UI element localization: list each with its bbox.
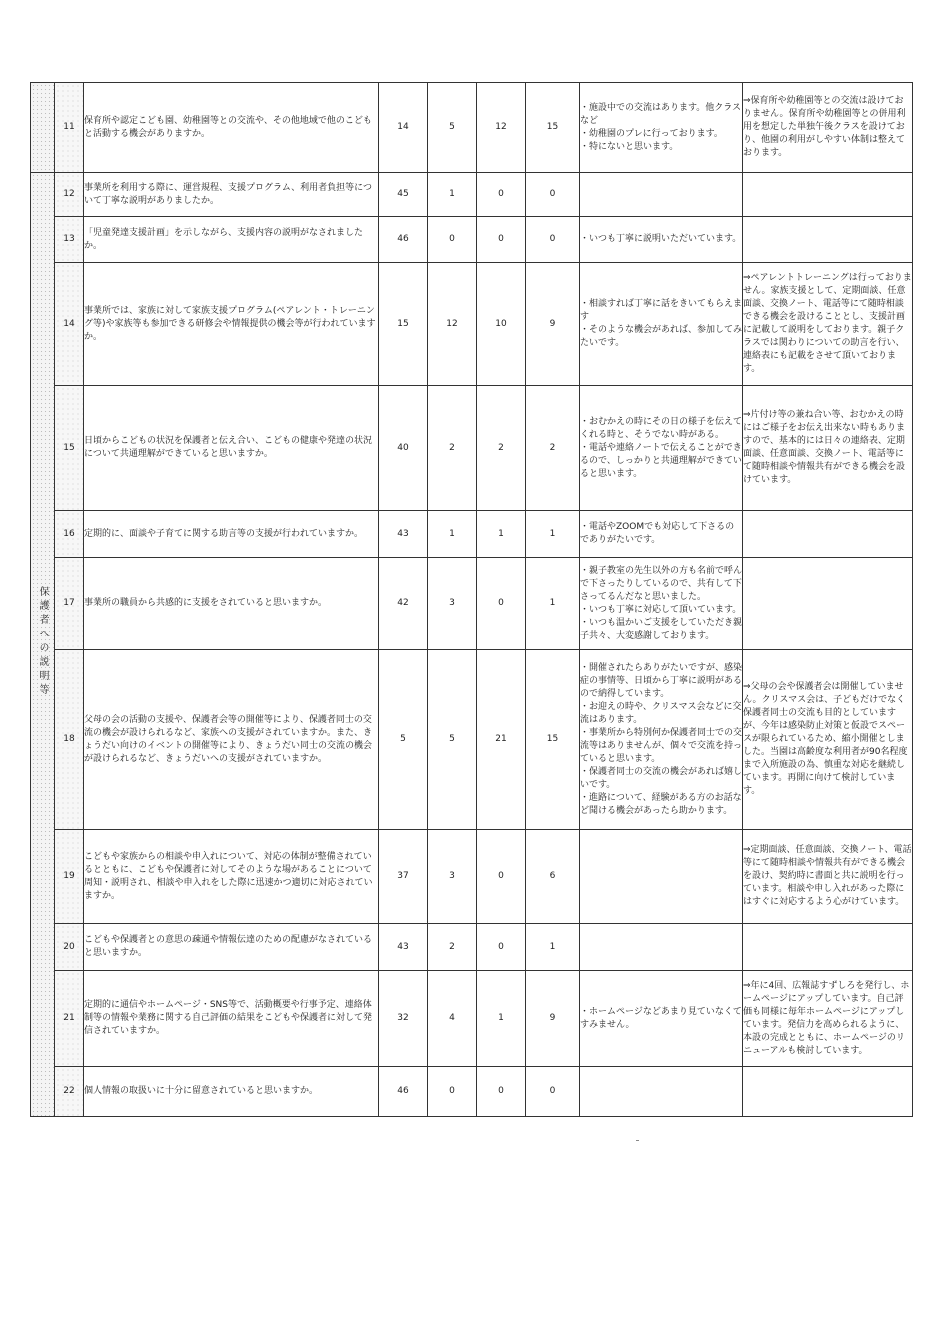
value-col-1: 42 (379, 558, 428, 650)
value-col-2: 12 (428, 263, 477, 386)
value-col-1: 46 (379, 1067, 428, 1117)
table-row (31, 558, 913, 650)
survey-table-body (31, 83, 913, 1117)
facility-response (743, 173, 913, 217)
facility-response (743, 650, 913, 830)
guardian-comment (580, 217, 743, 263)
guardian-comment (580, 511, 743, 558)
table-row (31, 217, 913, 263)
question-text: 定期的に、面談や子育てに関する助言等の支援が行われていますか。 (84, 511, 379, 558)
value-col-1: 37 (379, 830, 428, 924)
table-row (31, 971, 913, 1067)
comment-line: ⇒ペアレントトレーニングは行っておりません。家族支援として、定期面談、任意面談、交換ノート、電話等にて随時相談できる機会を設けることとし、支援計画に記載して説明をしております。親子クラスでは関わりについての助言を行い、連絡表にも記載をさせて頂いております。 (743, 273, 912, 374)
facility-response (743, 217, 913, 263)
comment-line: ・施設中での交流はあります。他クラスなど (580, 102, 742, 126)
table-row (31, 173, 913, 217)
comment-line: ・相談すれば丁寧に話をきいてもらえます (580, 299, 743, 322)
question-text: 個人情報の取扱いに十分に留意されていると思いますか。 (84, 1067, 379, 1117)
question-text: 定期的に通信やホームページ・SNS等で、活動概要や行事予定、連絡体制等の情報や業務に関する自己評価の結果をこどもや保護者に対して発信されていますか。 (84, 971, 379, 1067)
value-col-3: 0 (477, 217, 526, 263)
comment-line: ・おむかえの時にその日の様子を伝えてくれる時と、そうでない時がある。 (580, 416, 743, 440)
value-col-3: 1 (477, 511, 526, 558)
guardian-comment (580, 386, 743, 511)
value-col-4: 9 (526, 263, 580, 386)
comment-line: ・電話やZOOMでも対応して下さるのでありがたいです。 (580, 522, 735, 545)
value-col-1: 43 (379, 924, 428, 971)
question-text: 事業所を利用する際に、運営規程、支援プログラム、利用者負担等について丁寧な説明がありましたか。 (84, 173, 379, 217)
value-col-1: 14 (379, 83, 428, 173)
facility-response (743, 830, 913, 924)
value-col-4: 0 (526, 173, 580, 217)
comment-line: ⇒定期面談、任意面談、交換ノート、電話等にて随時相談や情報共有ができる機会を設け、契約時に書面と共に説明を行っています。相談や申し入れがあった際にはすぐに対応するよう心がけています。 (743, 845, 912, 907)
comment-line: ・お迎えの時や、クリスマス会などに交流はあります。 (580, 701, 742, 725)
guardian-comment (580, 650, 743, 830)
facility-response (743, 83, 913, 173)
value-col-4: 1 (526, 924, 580, 971)
comment-line: ・電話や連絡ノートで伝えることができるので、しっかりと共通理解ができていると思います。 (580, 442, 742, 479)
comment-line: ・幼稚園のプレに行っております。 (580, 128, 723, 139)
guardian-comment (580, 83, 743, 173)
facility-response (743, 924, 913, 971)
row-number: 12 (55, 173, 84, 217)
value-col-2: 1 (428, 173, 477, 217)
comment-line: ・ホームページなどあまり見ていなくてすみません。 (580, 1006, 742, 1030)
value-col-1: 15 (379, 263, 428, 386)
value-col-4: 1 (526, 558, 580, 650)
question-text: 事業所の職員から共感的に支援をされていると思いますか。 (84, 558, 379, 650)
value-col-3: 10 (477, 263, 526, 386)
category-cell (31, 173, 55, 1117)
facility-response (743, 263, 913, 386)
category-label: 保護者への説明等 (37, 586, 48, 698)
facility-response (743, 386, 913, 511)
guardian-comment (580, 924, 743, 971)
value-col-2: 5 (428, 83, 477, 173)
value-col-4: 2 (526, 386, 580, 511)
row-number: 14 (55, 263, 84, 386)
question-text: こどもや保護者との意思の疎通や情報伝達のための配慮がなされていると思いますか。 (84, 924, 379, 971)
value-col-3: 0 (477, 173, 526, 217)
value-col-4: 9 (526, 971, 580, 1067)
comment-line: ⇒年に4回、広報誌すずしろを発行し、ホームページにアップしています。自己評価も同様に毎年ホームページにアップしています。発信力を高められるように、本設の完成とともに、ホームページのリニューアルも検討しています。 (743, 980, 910, 1056)
comment-line: ・特にないと思います。 (580, 141, 679, 152)
value-col-2: 3 (428, 830, 477, 924)
row-number: 22 (55, 1067, 84, 1117)
question-text: 「児童発達支援計画」を示しながら、支援内容の説明がなされましたか。 (84, 217, 379, 263)
row-number: 17 (55, 558, 84, 650)
comment-line: ・いつも丁寧に対応して頂いています。 (580, 604, 742, 615)
value-col-2: 5 (428, 650, 477, 830)
comment-line: ・いつも丁寧に説明いただいています。 (580, 234, 742, 244)
value-col-1: 40 (379, 386, 428, 511)
comment-line: ・進路について、経験がある方のお話など聞ける機会があったら助かります。 (580, 792, 742, 816)
row-number: 13 (55, 217, 84, 263)
value-col-3: 2 (477, 386, 526, 511)
guardian-comment (580, 173, 743, 217)
value-col-3: 0 (477, 558, 526, 650)
facility-response (743, 511, 913, 558)
value-col-2: 3 (428, 558, 477, 650)
table-row (31, 83, 913, 173)
table-row (31, 1067, 913, 1117)
value-col-3: 0 (477, 1067, 526, 1117)
guardian-comment (580, 971, 743, 1067)
value-col-3: 12 (477, 83, 526, 173)
value-col-1: 43 (379, 511, 428, 558)
row-number: 11 (55, 83, 84, 173)
comment-line: ⇒父母の会や保護者会は開催していません。クリスマス会は、子どもだけでなく保護者同士の交流も目的としていますが、今年は感染防止対策と仮設でスペースが限られているため、縮小開催としました。当園は高齢度な利用者が90名程度まで入所施設の為、慎重な対応を継続しています。再開に向けて検討しています。 (743, 682, 908, 796)
table-row (31, 830, 913, 924)
table-row (31, 650, 913, 830)
value-col-2: 4 (428, 971, 477, 1067)
scan-mark (636, 1140, 639, 1141)
facility-response (743, 558, 913, 650)
question-text: 日頃からこどもの状況を保護者と伝え合い、こどもの健康や発達の状況について共通理解ができていると思いますか。 (84, 386, 379, 511)
guardian-comment (580, 1067, 743, 1117)
value-col-2: 2 (428, 386, 477, 511)
comment-line: ・開催されたらありがたいですが、感染症の事情等、日頃から丁寧に説明があるので納得しています。 (580, 662, 743, 699)
comment-line: ・いつも温かいご支援をしていただき親子共々、大変感謝しております。 (580, 617, 743, 641)
comment-line: ・事業所から特別何か保護者同士での交流等はありませんが、個々で交流を持っていると思います。 (580, 727, 743, 764)
guardian-comment (580, 263, 743, 386)
row-number: 16 (55, 511, 84, 558)
comment-line: ⇒片付け等の兼ね合い等、おむかえの時にはご様子をお伝え出来ない時もありますので、基本的には日々の連絡表、定期面談、任意面談、交換ノート、電話等にて随時相談や情報共有ができる機会を設けています。 (743, 410, 906, 485)
value-col-4: 0 (526, 217, 580, 263)
value-col-2: 0 (428, 217, 477, 263)
question-text: 保育所や認定こども園、幼稚園等との交流や、その他地域で他のこどもと活動する機会がありますか。 (84, 83, 379, 173)
table-row (31, 263, 913, 386)
question-text: こどもや家族からの相談や申入れについて、対応の体制が整備されているとともに、こどもや保護者に対してそのような場があることについて周知・説明され、相談や申入れをした際に迅速かつ適切に対応されていますか。 (84, 830, 379, 924)
value-col-1: 46 (379, 217, 428, 263)
value-col-4: 6 (526, 830, 580, 924)
value-col-1: 45 (379, 173, 428, 217)
value-col-3: 0 (477, 924, 526, 971)
guardian-comment (580, 830, 743, 924)
value-col-1: 5 (379, 650, 428, 830)
row-number: 20 (55, 924, 84, 971)
value-col-3: 21 (477, 650, 526, 830)
guardian-comment (580, 558, 743, 650)
comment-line: ⇒保育所や幼稚園等との交流は設けておりません。保育所や幼稚園等との併用利用を想定した単独午後クラスを設けており、他園の利用がしやすい体制は整えております。 (743, 96, 906, 158)
value-col-4: 15 (526, 83, 580, 173)
value-col-3: 0 (477, 830, 526, 924)
row-number: 15 (55, 386, 84, 511)
facility-response (743, 1067, 913, 1117)
value-col-2: 1 (428, 511, 477, 558)
value-col-1: 32 (379, 971, 428, 1067)
value-col-3: 1 (477, 971, 526, 1067)
value-col-4: 0 (526, 1067, 580, 1117)
row-number: 19 (55, 830, 84, 924)
table-row (31, 511, 913, 558)
value-col-2: 0 (428, 1067, 477, 1117)
question-text: 事業所では、家族に対して家族支援プログラム(ペアレント・トレーニング等)や家族等も参加できる研修会や情報提供の機会等が行われていますか。 (84, 263, 379, 386)
survey-table (30, 82, 913, 1117)
row-number: 21 (55, 971, 84, 1067)
value-col-4: 15 (526, 650, 580, 830)
category-cell-top (31, 83, 55, 173)
table-row (31, 386, 913, 511)
comment-line: ・そのような機会があれば、参加してみたいです。 (580, 325, 743, 348)
value-col-2: 2 (428, 924, 477, 971)
facility-response (743, 971, 913, 1067)
question-text: 父母の会の活動の支援や、保護者会等の開催等により、保護者同士の交流の機会が設けられるなど、家族への支援がされていますか。また、きょうだい向けのイベントの開催等により、きょうだい同士の交流の機会が設けられるなど、きょうだいへの支援がされていますか。 (84, 650, 379, 830)
comment-line: ・親子教室の先生以外の方も名前で呼んで下さったりしているので、共有して下さってるんだなと思いました。 (580, 565, 743, 602)
table-row (31, 924, 913, 971)
value-col-4: 1 (526, 511, 580, 558)
comment-line: ・保護者同士の交流の機会があれば嬉しいです。 (580, 766, 743, 790)
row-number: 18 (55, 650, 84, 830)
